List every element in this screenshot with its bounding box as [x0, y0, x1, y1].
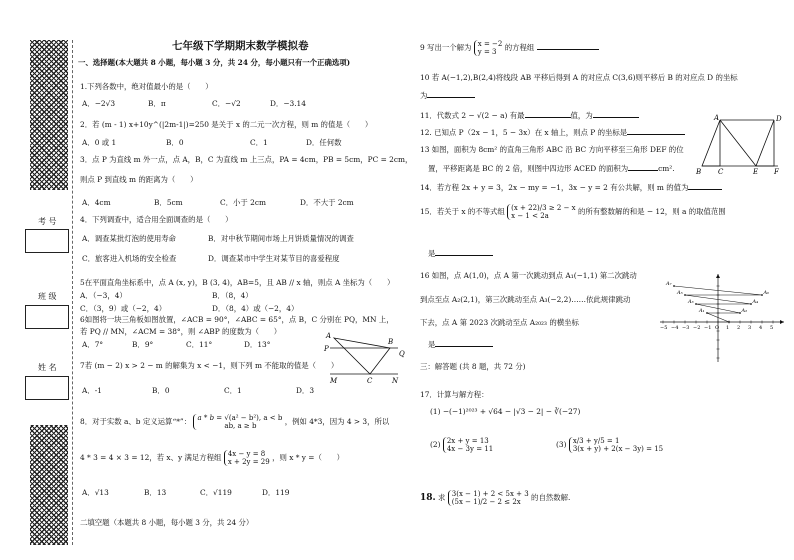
question-2-options	[82, 138, 342, 147]
q6-option-b[interactable]: B．9°	[132, 340, 154, 349]
q6-option-a[interactable]: A．7°	[82, 340, 104, 349]
question-12	[420, 127, 685, 137]
q9-text-a: 9 写出一个解为	[420, 43, 472, 53]
q8-case-2: ab, a ≥ b	[224, 422, 257, 431]
x-axis-arrow	[780, 320, 784, 324]
label-a: A	[714, 114, 720, 122]
q5-option-d[interactable]: D．（8，4）或（−2，4）	[212, 304, 299, 313]
label-c: C	[367, 377, 373, 385]
point-label-a1: A₁	[699, 308, 705, 314]
q7-option-d[interactable]: D．3	[296, 386, 315, 395]
label-b: B	[696, 168, 702, 176]
q1-option-b[interactable]: B．π	[148, 99, 166, 108]
q5-option-a[interactable]: A．（−3，4）	[80, 291, 127, 300]
q8-text-d: ，则 x * y =（ ）	[272, 453, 345, 463]
q16-text-d: 是	[428, 340, 436, 349]
question-9	[420, 40, 599, 56]
q8-operation-def: a * b = √(a² − b²), a < b ab, a ≥ b	[193, 414, 282, 430]
q6-option-d[interactable]: D．13°	[244, 340, 271, 349]
question-17-3	[556, 437, 663, 453]
q3-option-d[interactable]: D．不大于 2cm	[300, 198, 354, 207]
q15-sys-eq1: (x + 22)/3 ≥ 2 − x	[511, 204, 576, 212]
q7-option-b[interactable]: B．0	[152, 386, 170, 395]
section1-heading: 一、选择题(本大题共 8 小题，每小题 3 分，共 24 分，每小题只有一个正确选项)	[78, 58, 351, 67]
q9-answer-blank[interactable]	[537, 42, 599, 50]
x-tick-label: 2	[737, 325, 741, 331]
q8-text-a: 8．对于实数 a、b 定义运算“*”：	[80, 417, 192, 427]
q15-text-b: 的所有整数解的和是 − 12，则 a 的取值范围	[578, 207, 726, 217]
question-18	[420, 490, 570, 506]
question-7-options	[82, 386, 314, 395]
q2-option-b[interactable]: B．0	[166, 138, 184, 147]
q9-sys-eq1: x = −2	[477, 40, 503, 48]
x-tick-label: 5	[770, 325, 774, 331]
question-8-line1	[80, 414, 389, 430]
q1-option-d[interactable]: D．−3.14	[270, 99, 306, 108]
q9-system	[474, 40, 503, 56]
q18-text-pre: 求	[438, 493, 446, 503]
q13-text-b: 置，平移距离是 BC 的 2 倍，则图中四边形 ACED 的面积为	[428, 164, 629, 173]
q8-text-b: ，例如 4*3，因为 4 > 3，所以	[284, 417, 390, 427]
label-n: N	[392, 377, 399, 385]
label-name: 姓 名	[38, 363, 57, 372]
question-15-line1	[420, 204, 726, 220]
q10-answer-blank[interactable]	[427, 90, 475, 98]
q8-sys-eq2: x + 2y = 29	[227, 458, 270, 467]
q17-3-label: (3)	[556, 440, 567, 450]
question-1-options	[82, 99, 306, 108]
question-13-line1: 13 如图，面积为 8cm² 的直角三角形 ABC 沿 BC 方向平移至三角形 DEF 的位	[420, 145, 684, 154]
jump-point	[706, 312, 708, 314]
q17-3-system	[569, 437, 663, 453]
question-6-line2: 若 PQ // MN，∠ACM = 38°，则 ∠ABP 的度数为（ ）	[80, 327, 282, 336]
q15-text-c: 是	[428, 249, 436, 258]
q17-3-eq1: x/3 + y/5 = 1	[572, 437, 620, 445]
q12-text: 12. 已知点 P（2x − 1，5 − 3x）在 x 轴上，则点 P 的坐标是	[420, 128, 628, 137]
q2-option-a[interactable]: A．0 或 1	[82, 138, 117, 147]
q8-option-c[interactable]: C．√119	[200, 488, 232, 497]
y-axis-arrow	[716, 274, 720, 278]
binding-strip-bottom	[30, 425, 68, 545]
question-16-line4	[428, 339, 493, 349]
question-8-options	[82, 488, 289, 497]
q4-option-c[interactable]: C．旅客进入机场的安全检查	[82, 254, 177, 263]
q17-3-eq2: 3(x + y) + 2(x − 3y) = 15	[572, 445, 664, 454]
question-14	[420, 182, 722, 192]
question-17-1: (1) −(−1)²⁰²³ + √64 − |√3 − 2| − ∛(−27)	[430, 407, 581, 416]
q17-2-system	[443, 437, 493, 453]
label-class: 班 级	[38, 292, 57, 301]
q17-2-label: (2)	[430, 440, 441, 450]
question-1: 1.下列各数中，绝对值最小的是（ ）	[80, 82, 213, 91]
q15-answer-blank[interactable]	[435, 248, 493, 256]
triangle-def	[756, 120, 774, 166]
question-16-line3: 下去，点 A 第 2023 次跳动至点 A₂₀₂₃ 的横坐标	[420, 318, 579, 327]
segment-ae	[720, 120, 756, 166]
question-6-options	[82, 340, 270, 349]
question-2: 2．若 (m - 1) x+10y^(|2m-1|)=250 是关于 x 的二元一次方程，则 m 的值是（ ）	[80, 120, 373, 129]
question-3-options	[82, 198, 354, 207]
q15-sys-eq2: x − 1 < 2a	[511, 212, 549, 221]
jump-point	[728, 321, 730, 323]
question-7: 7若 (m − 2) x > 2 − m 的解集为 x < −1，则下列 m 不能取的值是（ ）	[80, 361, 339, 370]
q8-case-1: √(a² − b²), a < b	[224, 414, 283, 422]
q18-ineq2: (5x − 1)/2 − 2 ≤ 2x	[451, 498, 521, 507]
label-b: B	[388, 338, 394, 346]
question-17: 17．计算与解方程：	[420, 390, 489, 399]
q7-option-c[interactable]: C．1	[224, 386, 242, 395]
x-tick-label: −3	[682, 325, 690, 331]
x-tick-label: O	[715, 325, 720, 331]
q11-blank-1[interactable]	[525, 110, 571, 118]
label-c: C	[718, 168, 724, 176]
label-e: E	[753, 168, 759, 176]
q16-answer-blank[interactable]	[435, 339, 493, 347]
seal-line	[72, 40, 73, 545]
x-tick-label: −4	[671, 325, 679, 331]
q17-2-eq1: 2x + y = 13	[446, 437, 489, 445]
q18-system	[448, 490, 529, 506]
label-p: P	[324, 345, 329, 353]
question-15-line2	[428, 248, 493, 258]
q4-option-a[interactable]: A．调查某批灯泡的使用寿命	[82, 234, 177, 243]
point-label-a6: A₆	[763, 290, 770, 296]
x-tick-label: −5	[660, 325, 668, 331]
question-4: 4．下列调查中，适合用全面调查的是（ ）	[80, 215, 233, 224]
binding-strip-top	[30, 40, 68, 190]
q13-text-c: cm².	[658, 164, 675, 173]
question-16-line2: 到点至点 A₂(2,1)，第三次跳动至点 A₃(−2,2)……依此规律跳动	[420, 295, 631, 304]
q6-option-c[interactable]: C．11°	[186, 340, 213, 349]
x-tick-label: −1	[704, 325, 712, 331]
question-13-line2	[428, 163, 675, 173]
point-label-a5: A₅	[677, 290, 683, 296]
q9-text-b: 的方程组	[504, 43, 535, 53]
q1-option-c[interactable]: C．−√2	[212, 99, 241, 108]
q5-option-b[interactable]: B．（8，4）	[212, 291, 253, 300]
question-10-line1: 10 若 A(−1,2),B(2,4)将线段 AB 平移后得到 A 的对应点 C(3,6)则平移后 B 的对应点 D 的坐标	[420, 73, 738, 82]
jump-point	[684, 294, 686, 296]
triangle-abc	[334, 338, 390, 374]
q18-ineq1: 3(x − 1) + 2 < 5x + 3	[451, 490, 529, 498]
q15-text-a: 15．若关于 x 的不等式组	[420, 207, 505, 217]
q5-option-c[interactable]: C．（3，9）或（−2，4）	[80, 304, 167, 313]
x-tick-label: 3	[748, 325, 752, 331]
question-10-line2	[420, 90, 475, 100]
label-a: A	[326, 332, 332, 340]
q4-option-d[interactable]: D．调查某市中学生对某节目的喜爱程度	[208, 254, 340, 263]
point-label-a4: A₄	[752, 299, 759, 305]
question-8-line2	[80, 450, 344, 466]
q8-option-a[interactable]: A．√13	[82, 488, 109, 497]
q14-answer-blank[interactable]	[688, 182, 722, 190]
q2-option-c[interactable]: C．1	[250, 138, 268, 147]
figure-q16	[658, 272, 788, 364]
point-label-a3: A₃	[688, 299, 694, 305]
x-tick-label: 1	[726, 325, 730, 331]
q8-sys-eq1: 4x − y = 8	[227, 450, 266, 458]
q3-option-a[interactable]: A．4cm	[82, 198, 111, 207]
class-box[interactable]	[25, 305, 69, 329]
x-tick-label: −2	[693, 325, 701, 331]
q11-text-b: 值，为	[570, 111, 593, 120]
figure-q13	[694, 112, 786, 176]
name-box[interactable]	[25, 376, 69, 400]
q13-answer-blank[interactable]	[628, 163, 658, 171]
label-q: Q	[399, 350, 405, 358]
q9-sys-eq2: y = 3	[477, 48, 497, 57]
q3-option-b[interactable]: B．5cm	[154, 198, 183, 207]
question-3-line2: 则点 P 到直线 m 的距离为（ ）	[80, 175, 198, 184]
q3-option-c[interactable]: C．小于 2cm	[220, 198, 267, 207]
q18-text-post: 的自然数解.	[531, 493, 571, 503]
point-label-a7: A₇	[666, 281, 672, 287]
label-m: M	[330, 377, 338, 385]
q8-option-b[interactable]: B．13	[144, 488, 167, 497]
q7-option-a[interactable]: A．-1	[82, 386, 102, 395]
question-5: 5在平面直角坐标系中，点 A (x, y)，B (3, 4)，AB=5，且 AB // x 轴，则点 A 坐标为（ ）	[80, 278, 395, 287]
q10-text-b: 为	[420, 91, 428, 100]
question-16-line1: 16 如图，点 A(1,0)，点 A 第一次跳动到点 A₁(−1,1) 第二次跳动	[420, 271, 637, 280]
q12-answer-blank[interactable]	[627, 127, 685, 135]
q18-number: 18.	[420, 493, 436, 504]
label-f: F	[774, 168, 779, 176]
page-title: 七年级下学期期末数学模拟卷	[172, 40, 309, 52]
section2-heading: 二填空题（本题共 8 小题，每小题 3 分，共 24 分）	[80, 518, 254, 527]
q14-text: 14．若方程 2x + y = 3，2x − my = −1，3x − y = 2 有公共解，则 m 的值为	[420, 183, 689, 192]
q8-system	[224, 450, 270, 466]
jump-point	[695, 303, 697, 305]
label-exam-no: 考 号	[38, 217, 57, 226]
q11-blank-2[interactable]	[593, 110, 639, 118]
q17-2-eq2: 4x − 3y = 11	[446, 445, 494, 454]
point-label-a2: A₂	[741, 308, 748, 314]
question-11	[420, 110, 639, 120]
figure-q6	[322, 330, 408, 386]
q1-option-a[interactable]: A．−2√3	[82, 99, 116, 108]
q2-option-d[interactable]: D．任何数	[306, 138, 342, 147]
label-d: D	[776, 115, 782, 123]
triangle-abc	[702, 120, 720, 166]
jump-point	[673, 285, 675, 287]
exam-no-box[interactable]	[25, 229, 69, 253]
q4-option-b[interactable]: B．对中秋节期间市场上月饼质量情况的调查	[208, 234, 354, 243]
question-6-line1: 6如图将一块三角板如图放置，∠ACB = 90°，∠ABC = 65°，点 B，C 分别在 PQ，MN 上，	[80, 315, 394, 324]
x-tick-label: 4	[759, 325, 763, 331]
q8-text-c: 4 * 3 = 4 × 3 = 12，若 x、y 满足方程组	[80, 453, 222, 463]
q8-option-d[interactable]: D．119	[262, 488, 290, 497]
q15-system	[507, 204, 575, 220]
q11-text-a: 11．代数式 2 − √(2 − a) 有最	[420, 111, 525, 120]
question-17-2	[430, 437, 493, 453]
question-3-line1: 3．点 P 为直线 m 外一点，点 A，B，C 为直线 m 上三点，PA = 4cm，PB = 5cm，PC = 2cm，	[80, 155, 413, 164]
section3-heading: 三：解答题 (共 8 题，共 72 分)	[420, 362, 526, 371]
